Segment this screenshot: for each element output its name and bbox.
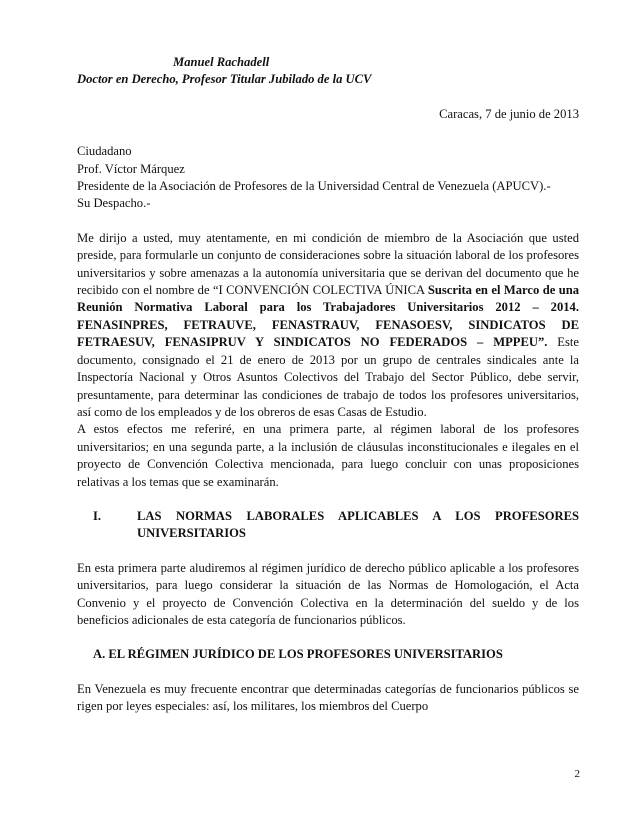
addressee-block xyxy=(77,143,579,213)
author-block xyxy=(77,54,579,89)
subsection-heading-a: A. EL RÉGIMEN JURÍDICO DE LOS PROFESORES UNIVERSITARIOS xyxy=(93,647,503,662)
author-title: Doctor en Derecho, Profesor Titular Jubilado de la UCV xyxy=(77,72,372,87)
section-number: I. xyxy=(93,508,102,523)
paragraph-section-intro: En esta primera parte aludiremos al régimen jurídico de derecho público aplicable a los profesores universitarios, para luego considerar la situación de las Normas de Homologación, el Acta Convenio y el proyecto de Convención Colectiva en la determinación del sueldo y de los beneficios adicionales de esta categoría de funcionarios públicos. xyxy=(77,560,579,627)
section-heading-1 xyxy=(77,508,579,543)
addressee-position: Presidente de la Asociación de Profesores de la Universidad Central de Venezuela (APUCV).- xyxy=(77,179,551,194)
paragraph-intro-text: Me dirijo a usted, muy atentamente, en mi condición de miembro de la Asociación que usted preside, para formularle un conjunto de consideraciones sobre la situación laboral de los profesores universitarios y sobre amenazas a la autonomía universitaria que se derivan del documento que he recibido con el nombre de “I CONVENCIÓN COLECTIVA ÚNICA xyxy=(77,230,579,298)
addressee-salutation: Ciudadano xyxy=(77,144,132,159)
page-content xyxy=(77,54,579,716)
page-number: 2 xyxy=(574,768,580,780)
author-name: Manuel Rachadell xyxy=(173,55,270,69)
paragraph-intro xyxy=(77,230,579,421)
paragraph-outline: A estos efectos me referiré, en una primera parte, al régimen laboral de los profesores universitarios; en una segunda parte, a la inclusión de cláusulas inconstitucionales e ilegales en el proyecto de Convención Colectiva mencionada, para luego concluir con unas proposiciones relativas a los temas que se examinarán. xyxy=(77,422,579,489)
section-title: LAS NORMAS LABORALES APLICABLES A LOS PROFESORES UNIVERSITARIOS xyxy=(137,508,579,541)
addressee-closing: Su Despacho.- xyxy=(77,196,151,211)
addressee-name: Prof. Víctor Márquez xyxy=(77,161,185,176)
paragraph-intro-continuation: Este documento, consignado el 21 de enero de 2013 por un grupo de centrales sindicales ante la Inspectoría Nacional y Otros Asuntos Colectivos del Trabajo del Sector Público, debe servir, presuntamente, para determinar las condiciones de trabajo de todos los profesores universitarios, así como de los empleados y de los obreros de esas Casas de Estudio. xyxy=(77,335,579,419)
letter-date: Caracas, 7 de junio de 2013 xyxy=(439,106,579,121)
paragraph-legal-regime: En Venezuela es muy frecuente encontrar que determinadas categorías de funcionarios públicos se rigen por leyes especiales: así, los militares, los miembros del Cuerpo xyxy=(77,681,579,714)
convention-title: Suscrita en el Marco de una Reunión Normativa Laboral para los Trabajadores Universitarios 2012 – 2014. FENASINPRES, FETRAUVE, FENASTRAUV, FENASOESV, SINDICATOS DE FETRAESUV, FENASIPRUV Y SINDICATOS NO FEDERADOS – MPPEU”. xyxy=(77,283,579,350)
